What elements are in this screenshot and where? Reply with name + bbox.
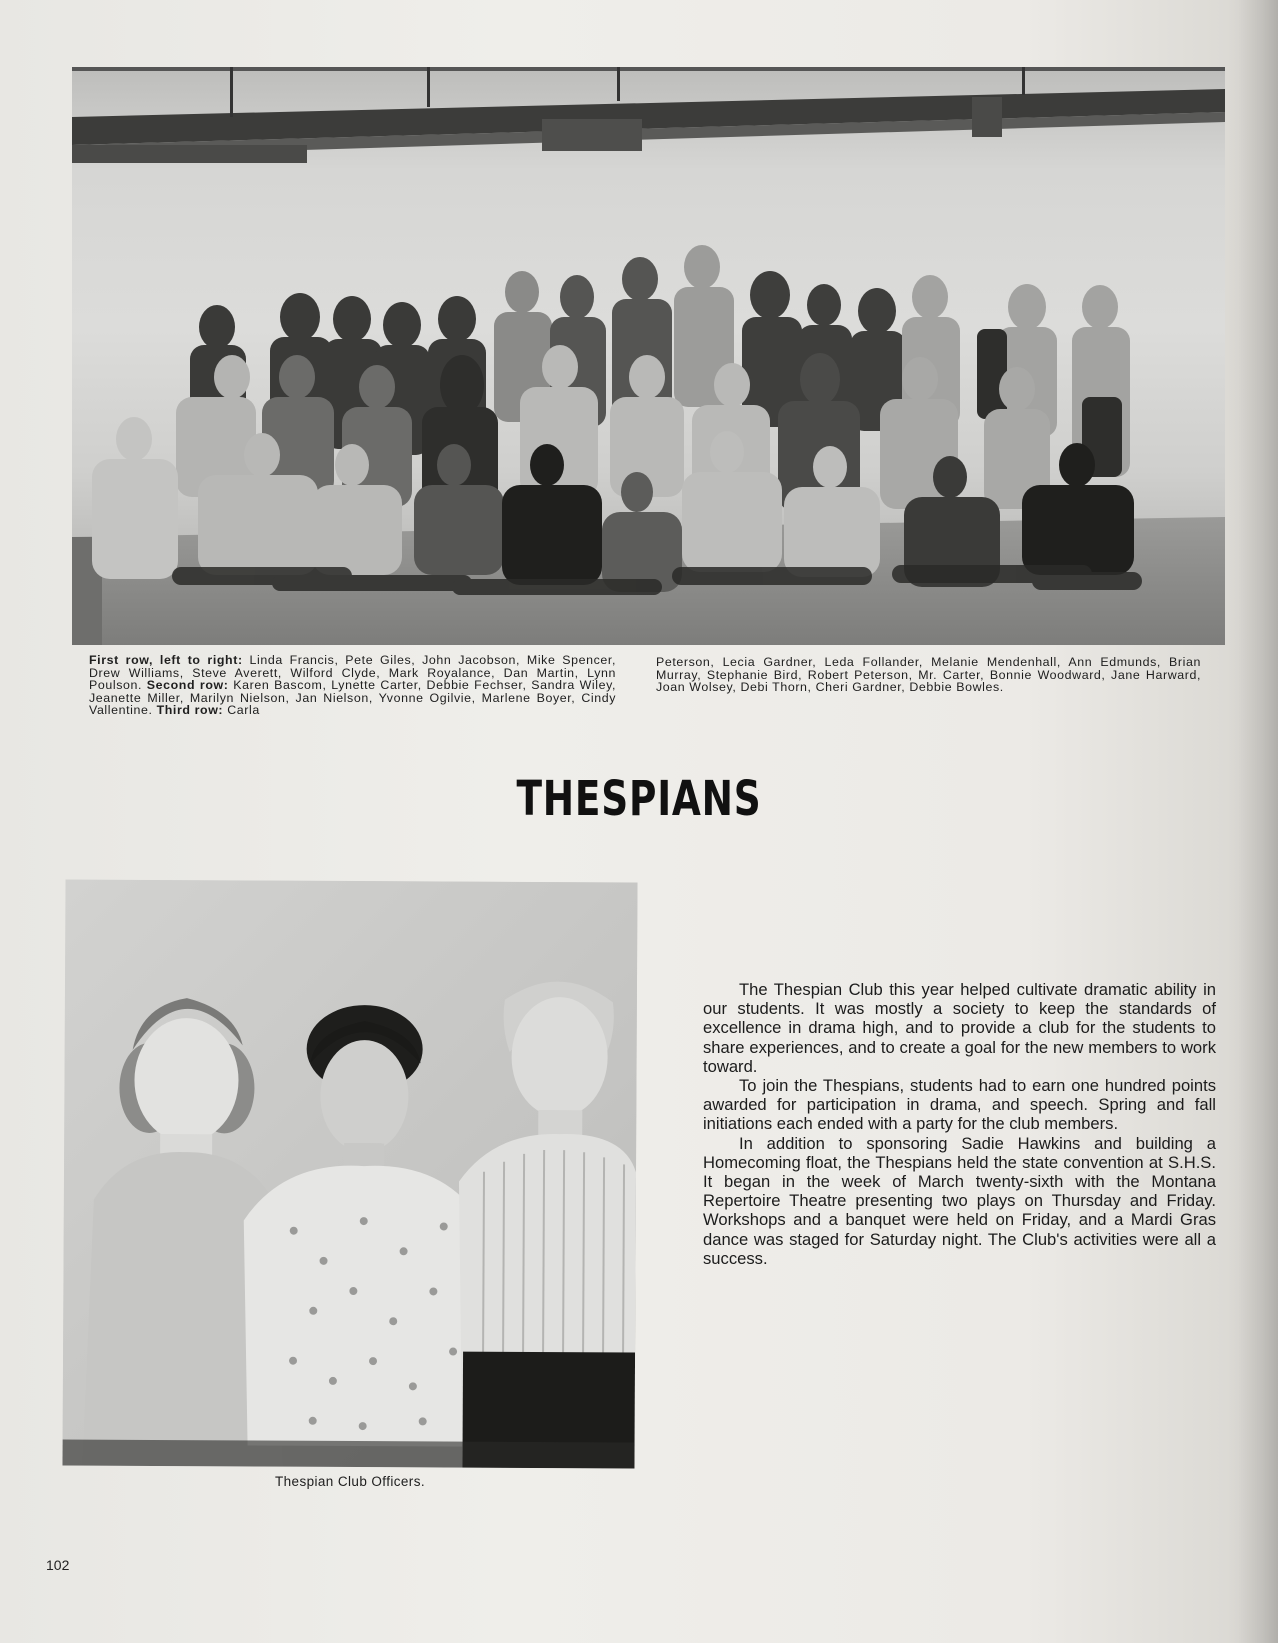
caption-second-row-names: Karen Bascom, Lynette Carter, Debbie Fechser, Sandra Wiley, Jeanette Miller, Marilyn Nielson, Jan Nielson, Yvonne Ogilvie, Marlene Boyer, Cindy Vallentine. <box>89 678 616 718</box>
group-photo <box>72 67 1225 645</box>
group-caption-left <box>89 654 616 717</box>
caption-first-row-names: Linda Francis, Pete Giles, John Jacobson, Mike Spencer, Drew Williams, Steve Averett, Wilford Clyde, Mark Royalance, Dan Martin, Lynn Poulson. <box>89 653 616 693</box>
caption-third-row-names: Carla <box>223 703 260 718</box>
paragraph-3: In addition to sponsoring Sadie Hawkins and building a Homecoming float, the Thespians held the state convention at S.H.S. It began in the week of March twenty-sixth with the Montana Repertoire Theatre presenting two plays on Thursday and Friday. Workshops and a banquet were held on Friday, and a Mardi Gras dance was staged for Saturday night. The Club's activities were all a success. <box>703 1133 1216 1268</box>
paragraph-1: The Thespian Club this year helped cultivate dramatic ability in our students. It was mostly a society to keep the standards of excellence in drama high, and to provide a club for the students to share experiences, and to create a goal for the new members to work toward. <box>703 980 1216 1076</box>
caption-third-row-label: Third row: <box>152 703 224 718</box>
officers-photo-drawing <box>62 880 637 1469</box>
page-title: THESPIANS <box>516 771 762 827</box>
caption-second-row-label: Second row: <box>142 678 229 693</box>
officers-photo <box>62 880 637 1469</box>
paragraph-2: To join the Thespians, students had to earn one hundred points awarded for participation in drama, and speech. Spring and fall initiations each ended with a party for the club members. <box>703 1076 1216 1134</box>
page-number: 102 <box>46 1557 70 1573</box>
caption-first-row-label: First row, left to right: <box>89 653 243 667</box>
group-photo-drawing <box>72 67 1225 645</box>
officers-caption: Thespian Club Officers. <box>274 1474 425 1489</box>
article-body <box>703 980 1216 1268</box>
page-binding-shadow <box>1238 0 1278 1643</box>
group-caption-right: Peterson, Lecia Gardner, Leda Follander, Melanie Mendenhall, Ann Edmunds, Brian Murray, Stephanie Bird, Robert Peterson, Mr. Carter, Bonnie Woodward, Jane Harward, Joan Wolsey, Debi Thorn, Cheri Gardner, Debbie Bowles. <box>656 655 1201 695</box>
